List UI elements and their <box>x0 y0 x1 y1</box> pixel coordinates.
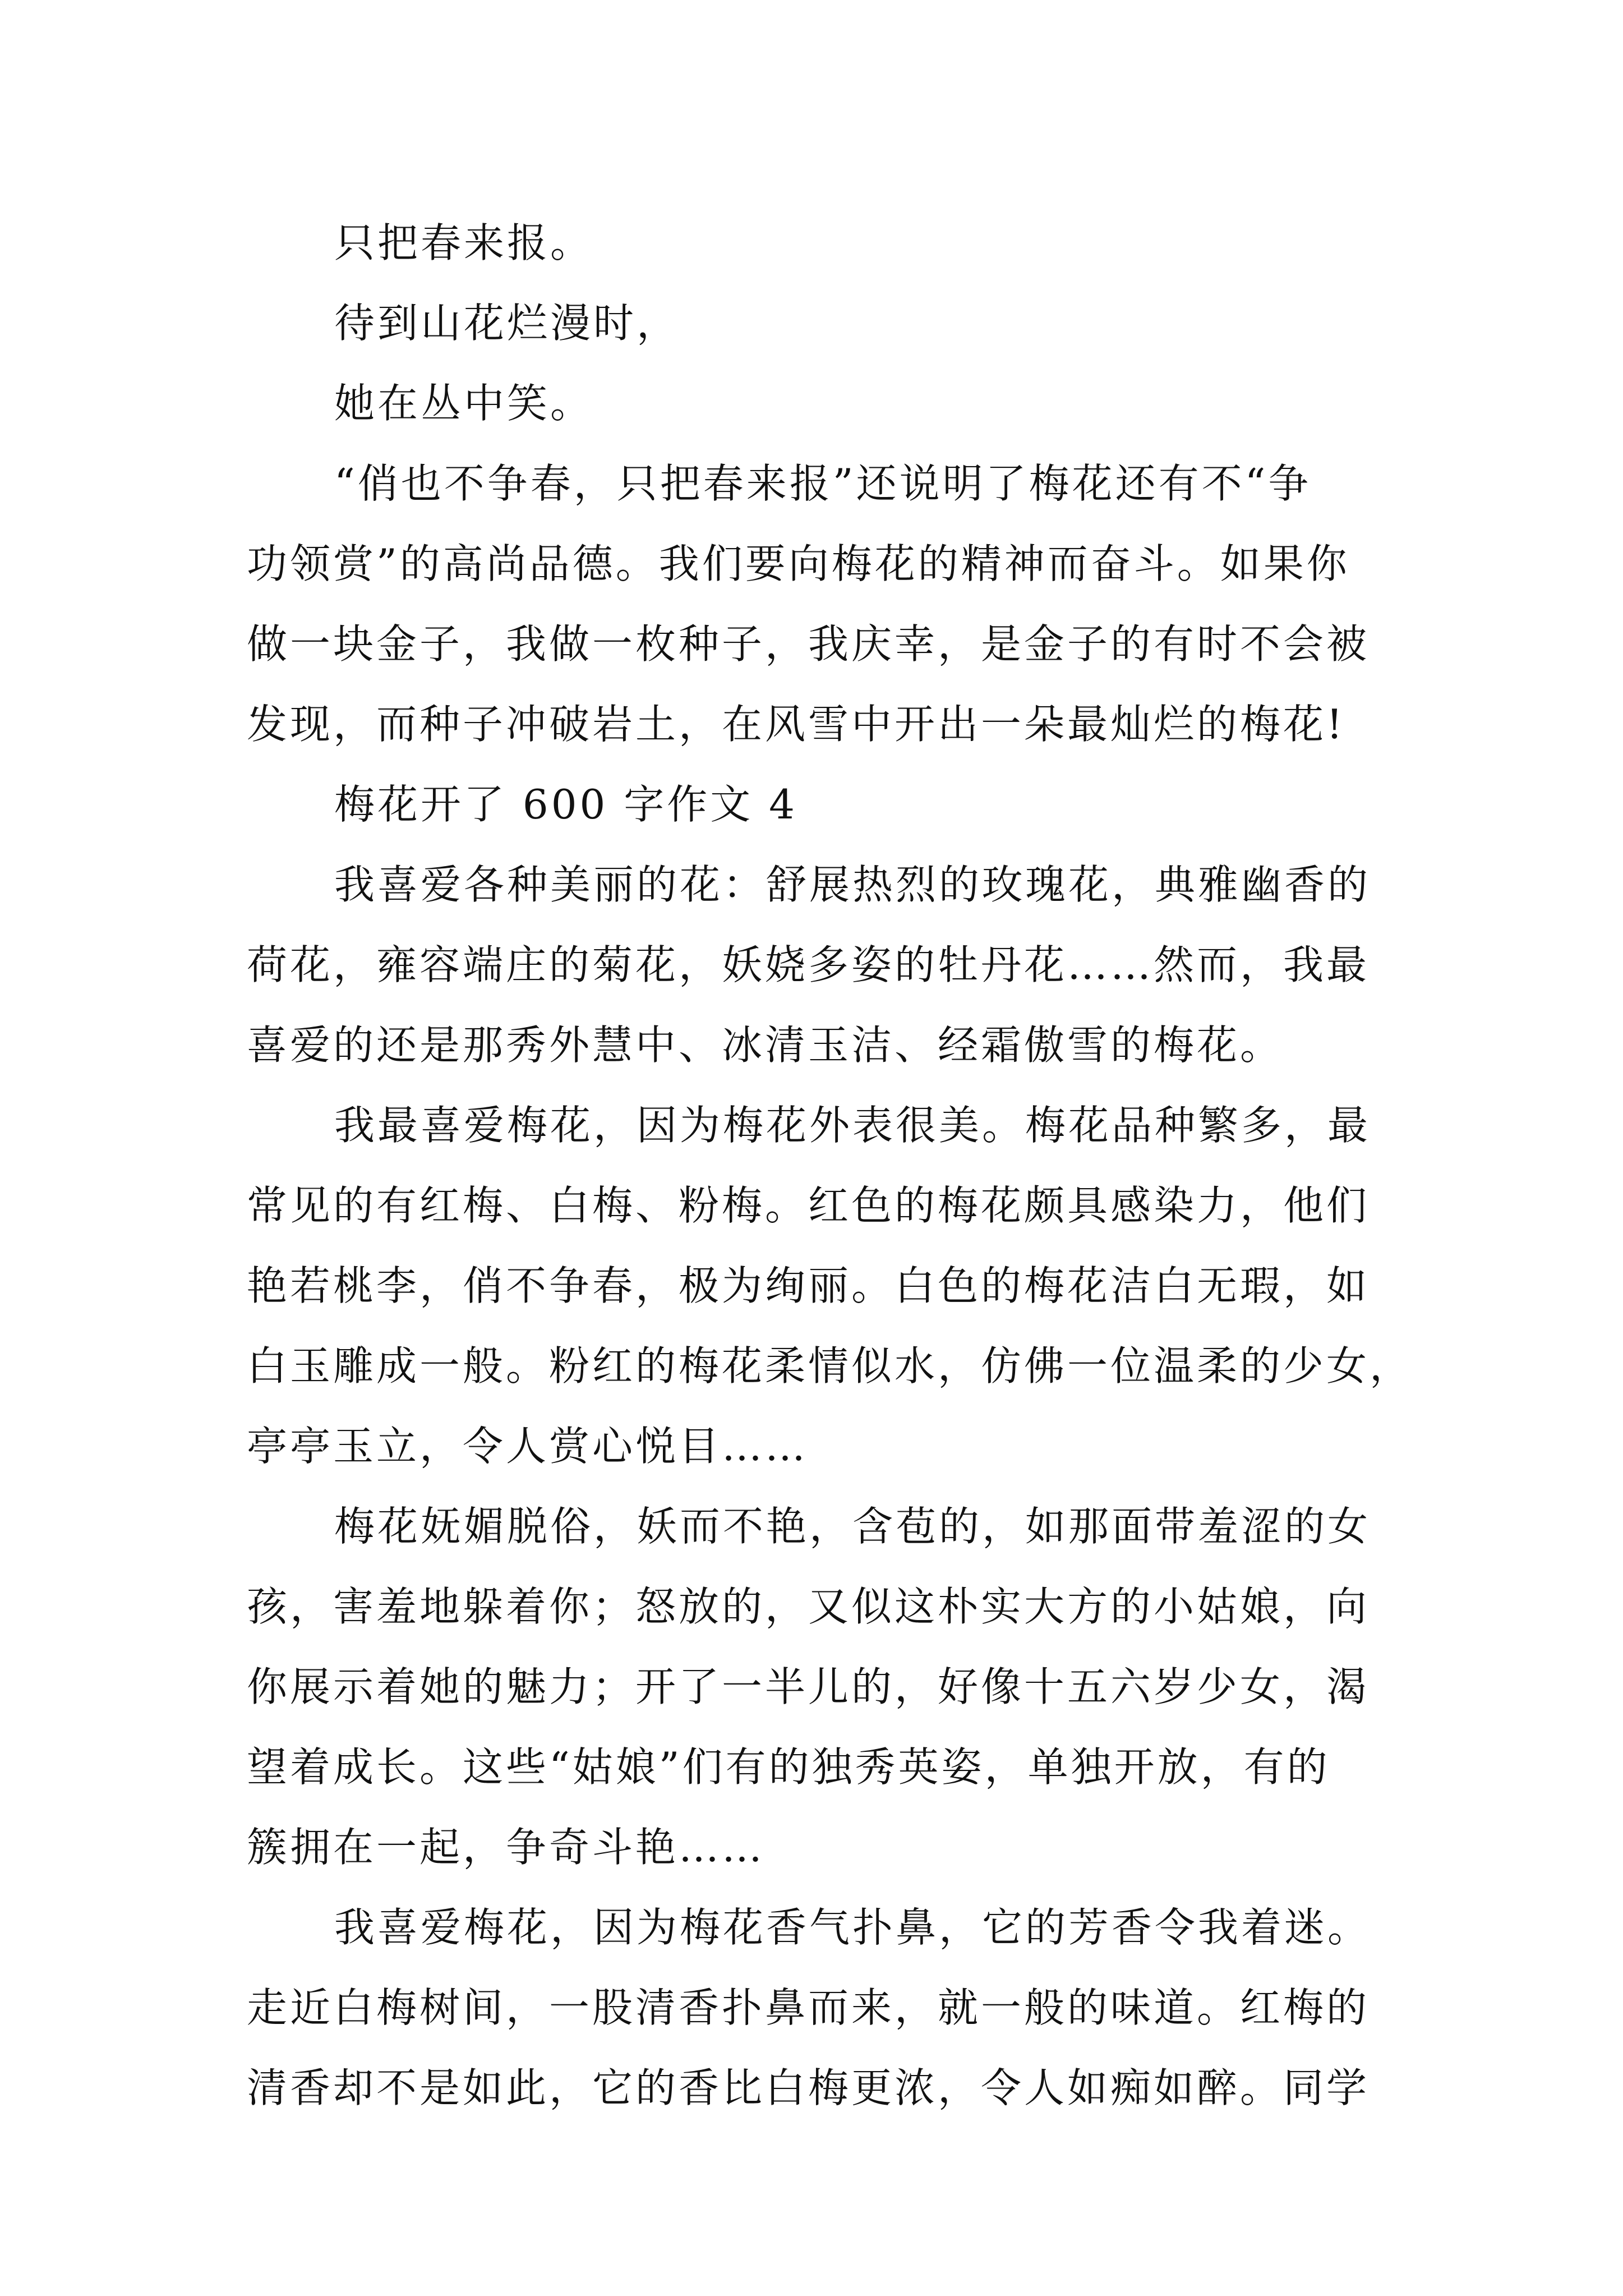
text-line: 功领赏”的高尚品德。我们要向梅花的精神而奋斗。如果你 <box>247 540 1350 587</box>
text-line: 孩，害羞地躲着你；怒放的，又似这朴实大方的小姑娘，向 <box>247 1583 1370 1630</box>
text-line: 喜爱的还是那秀外慧中、冰清玉洁、经霜傲雪的梅花。 <box>247 1022 1284 1069</box>
text-line: 亭亭玉立，令人赏心悦目…… <box>247 1423 809 1470</box>
text-line: 做一块金子，我做一枚种子，我庆幸，是金子的有时不会被 <box>247 620 1370 668</box>
text-line: 常见的有红梅、白梅、粉梅。红色的梅花颇具感染力，他们 <box>247 1182 1370 1229</box>
text-line: 荷花，雍容端庄的菊花，妖娆多姿的牡丹花……然而，我最 <box>247 941 1370 988</box>
text-line: 发现，而种子冲破岩土，在风雪中开出一朵最灿烂的梅花! <box>247 701 1345 748</box>
text-line: 艳若桃李，俏不争春，极为绚丽。白色的梅花洁白无瑕，如 <box>247 1262 1370 1309</box>
text-line: 只把春来报。 <box>334 219 594 266</box>
text-line: 清香却不是如此，它的香比白梅更浓，令人如痴如醉。同学 <box>247 2064 1370 2111</box>
text-line: 梅花妩媚脱俗，妖而不艳，含苞的，如那面带羞涩的女 <box>334 1503 1371 1550</box>
text-line: 待到山花烂漫时， <box>334 300 680 347</box>
text-line: 我喜爱梅花，因为梅花香气扑鼻，它的芳香令我着迷。 <box>334 1904 1371 1951</box>
text-line: 簇拥在一起，争奇斗艳…… <box>247 1824 766 1871</box>
text-line: 你展示着她的魅力；开了一半儿的，好像十五六岁少女，渴 <box>247 1663 1370 1710</box>
text-line: 我喜爱各种美丽的花：舒展热烈的玫瑰花，典雅幽香的 <box>334 861 1371 908</box>
text-line: 走近白梅树间，一股清香扑鼻而来，就一般的味道。红梅的 <box>247 1984 1370 2031</box>
text-line: 望着成长。这些“姑娘”们有的独秀英姿，单独开放，有的 <box>247 1743 1330 1791</box>
text-line: 白玉雕成一般。粉红的梅花柔情似水，仿佛一位温柔的少女， <box>247 1342 1413 1389</box>
text-line: 她在丛中笑。 <box>334 380 594 427</box>
section-heading: 梅花开了 600 字作文 4 <box>334 781 797 828</box>
text-line: 我最喜爱梅花，因为梅花外表很美。梅花品种繁多，最 <box>334 1102 1371 1149</box>
text-line: “俏也不争春，只把春来报”还说明了梅花还有不“争 <box>334 460 1312 507</box>
